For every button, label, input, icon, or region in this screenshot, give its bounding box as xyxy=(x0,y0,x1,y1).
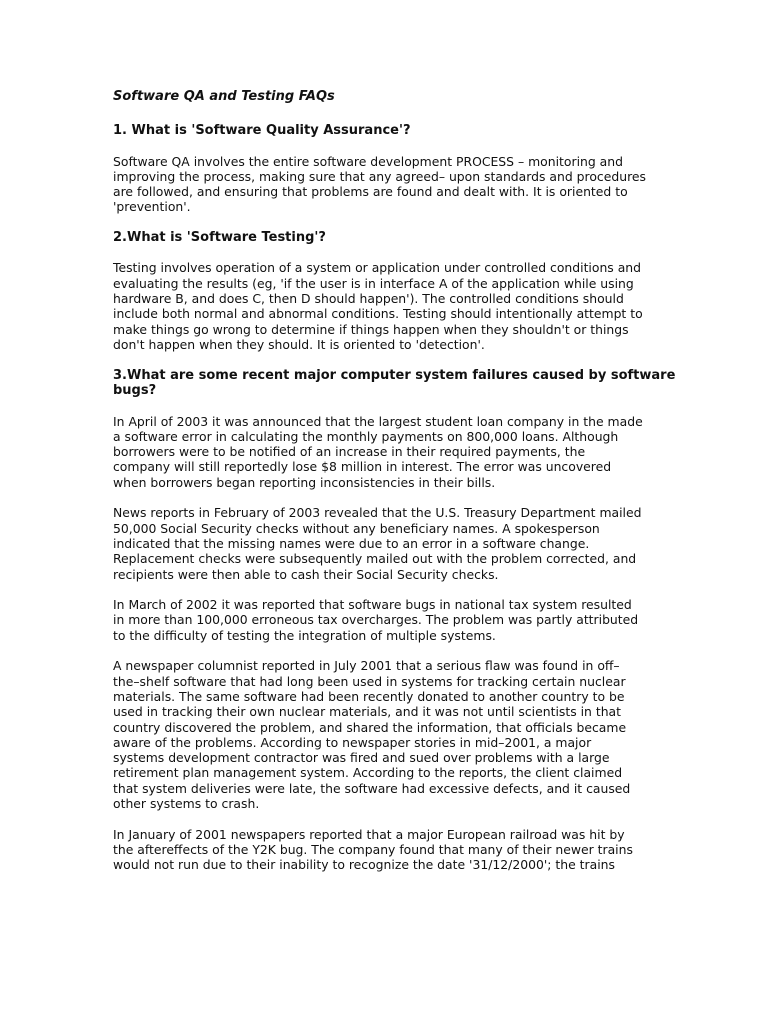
text-line: improving the process, making sure that any agreed– upon standards and procedures xyxy=(113,168,646,184)
text-line: to the difficulty of testing the integration of multiple systems. xyxy=(113,627,496,643)
document-content xyxy=(113,88,676,888)
document-title: Software QA and Testing FAQs xyxy=(113,89,335,104)
text-line: In April of 2003 it was announced that the largest student loan company in the made xyxy=(113,413,643,429)
paragraph xyxy=(113,414,658,490)
text-line: In January of 2001 newspapers reported that a major European railroad was hit by xyxy=(113,826,625,842)
paragraph xyxy=(113,260,658,352)
text-line: the aftereffects of the Y2K bug. The company found that many of their newer trains xyxy=(113,841,633,857)
text-line: Software QA involves the entire software development PROCESS – monitoring and xyxy=(113,153,623,169)
question-heading xyxy=(113,367,676,399)
text-line: company will still reportedly lose $8 million in interest. The error was uncovered xyxy=(113,459,612,475)
text-line: used in tracking their own nuclear materials, and it was not until scientists in that xyxy=(113,704,621,720)
question-heading xyxy=(113,230,658,246)
text-line: other systems to crash. xyxy=(113,795,260,811)
text-line: include both normal and abnormal conditions. Testing should intentionally attempt to xyxy=(113,306,643,322)
text-line: Replacement checks were subsequently mailed out with the problem corrected, and xyxy=(113,551,637,567)
text-line: retirement plan management system. According to the reports, the client claimed xyxy=(113,765,623,781)
text-line: that system deliveries were late, the software had excessive defects, and it caused xyxy=(113,780,631,796)
paragraph xyxy=(113,658,658,811)
text-line: systems development contractor was fired and sued over problems with a large xyxy=(113,750,610,766)
text-line: when borrowers began reporting inconsistencies in their bills. xyxy=(113,474,496,490)
text-line: materials. The same software had been recently donated to another country to be xyxy=(113,688,625,704)
text-line: don't happen when they should. It is oriented to 'detection'. xyxy=(113,336,485,352)
text-line: would not run due to their inability to recognize the date '31/12/2000'; the trains xyxy=(113,857,615,873)
text-line: 3.What are some recent major computer system failures caused by software xyxy=(113,367,676,383)
text-line: Testing involves operation of a system or application under controlled conditions and xyxy=(113,260,642,276)
text-line: indicated that the missing names were due to an error in a software change. xyxy=(113,535,590,551)
paragraph xyxy=(113,597,658,643)
question-heading xyxy=(113,123,658,139)
text-line: 1. What is 'Software Quality Assurance'? xyxy=(113,123,411,138)
text-line: borrowers were to be notified of an increase in their required payments, the xyxy=(113,444,586,460)
text-line: In March of 2002 it was reported that software bugs in national tax system resulted xyxy=(113,597,632,613)
text-line: evaluating the results (eg, 'if the user is in interface A of the application while using xyxy=(113,275,634,291)
text-line: 2.What is 'Software Testing'? xyxy=(113,229,326,245)
text-line: in more than 100,000 erroneous tax overcharges. The problem was partly attributed xyxy=(113,612,639,628)
text-line: A newspaper columnist reported in July 2001 that a serious flaw was found in off– xyxy=(113,658,620,674)
text-line: 50,000 Social Security checks without any beneficiary names. A spokesperson xyxy=(113,520,600,536)
text-line: a software error in calculating the monthly payments on 800,000 loans. Although xyxy=(113,428,619,444)
text-line: are followed, and ensuring that problems are found and dealt with. It is oriented to xyxy=(113,184,628,200)
text-line: recipients were then able to cash their Social Security checks. xyxy=(113,566,499,582)
text-line: News reports in February of 2003 revealed that the U.S. Treasury Department mailed xyxy=(113,505,642,521)
paragraph xyxy=(113,827,658,873)
text-line: the–shelf software that had long been used in systems for tracking certain nuclear xyxy=(113,673,626,689)
text-line: 'prevention'. xyxy=(113,199,191,215)
text-line: country discovered the problem, and shared the information, that officials became xyxy=(113,719,627,735)
paragraph xyxy=(113,154,658,215)
text-line: hardware B, and does C, then D should happen'). The controlled conditions should xyxy=(113,291,624,307)
text-line: make things go wrong to determine if things happen when they shouldn't or things xyxy=(113,321,629,337)
text-line: bugs? xyxy=(113,383,157,399)
paragraph xyxy=(113,505,658,581)
text-line: aware of the problems. According to newspaper stories in mid–2001, a major xyxy=(113,734,592,750)
